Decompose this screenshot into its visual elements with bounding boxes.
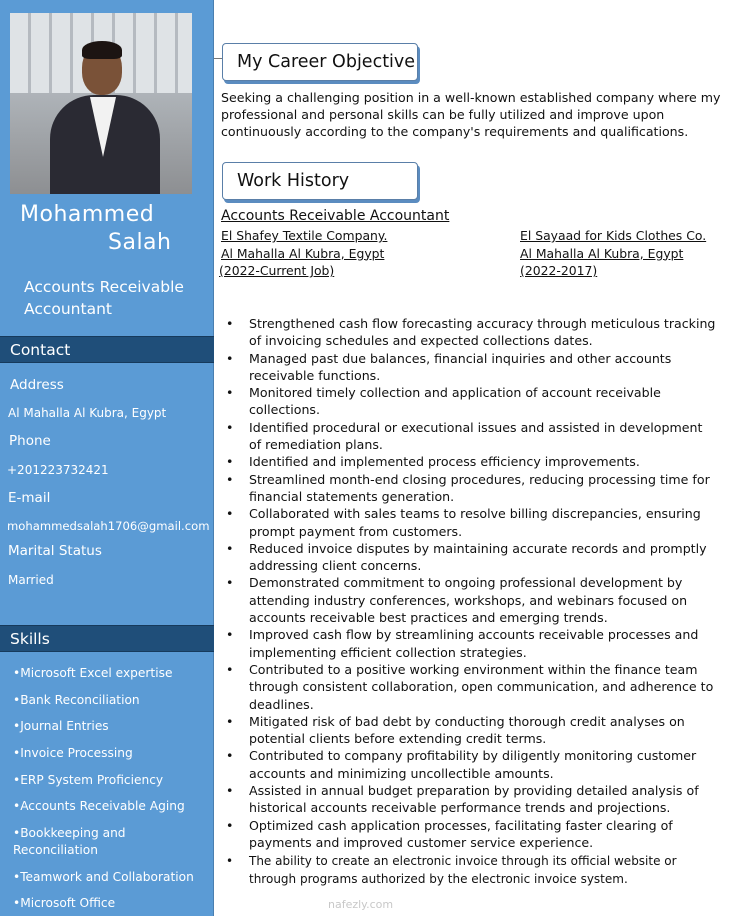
skill-item: •Microsoft Excel expertise bbox=[13, 666, 173, 680]
contact-heading: Contact bbox=[0, 336, 214, 363]
address-label: Address bbox=[10, 377, 64, 393]
profile-photo bbox=[10, 13, 192, 194]
name-last: Salah bbox=[108, 230, 172, 255]
skill-item: •ERP System Proficiency bbox=[13, 773, 164, 787]
employer-company: El Sayaad for Kids Clothes Co. bbox=[520, 228, 707, 243]
employer-location: Al Mahalla Al Kubra, Egypt bbox=[520, 245, 684, 261]
sidebar bbox=[0, 0, 214, 916]
list-item: • Streamlined month-end closing procedures, reducing processing time for financial statements generation. bbox=[226, 471, 718, 506]
skill-item: •Bookkeeping and Reconciliation bbox=[13, 826, 126, 857]
list-item: • Improved cash flow by streamlining accounts receivable processes and implementing efficient collection strategies. bbox=[226, 626, 718, 661]
employer-location: Al Mahalla Al Kubra, Egypt bbox=[221, 245, 385, 261]
career-objective-heading: My Career Objective bbox=[222, 43, 418, 81]
list-item: • Identified and implemented process efficiency improvements. bbox=[226, 453, 718, 470]
skill-item: •Journal Entries bbox=[13, 719, 109, 733]
list-item: • Reduced invoice disputes by maintaining accurate records and promptly addressing client concerns. bbox=[226, 540, 718, 575]
employer-period: (2022-Current Job) bbox=[219, 263, 335, 278]
name-first: Mohammed bbox=[20, 202, 155, 227]
list-item: • Mitigated risk of bad debt by conducting thorough credit analyses on potential clients before extending credit terms. bbox=[226, 713, 718, 748]
marital-status-label: Marital Status bbox=[8, 543, 102, 559]
skill-item: •Invoice Processing bbox=[13, 746, 133, 760]
skill-item: •Teamwork and Collaboration bbox=[13, 870, 194, 884]
skill-item: •Bank Reconciliation bbox=[13, 693, 140, 707]
employer-1 bbox=[221, 227, 387, 280]
list-item: • Contributed to company profitability by diligently monitoring customer accounts and minimizing uncollectible amounts. bbox=[226, 747, 718, 782]
list-item: • Optimized cash application processes, facilitating faster clearing of payments and improved customer service experience. bbox=[226, 817, 718, 852]
list-item: • Monitored timely collection and application of account receivable collections. bbox=[226, 384, 718, 419]
work-history-heading: Work History bbox=[222, 162, 418, 200]
skill-item: •Microsoft Office bbox=[13, 896, 116, 910]
career-objective-text: Seeking a challenging position in a well-known established company where my professional and personal skills can be fully utilized and improve upon continuously according to the company's requirements and qualifications. bbox=[221, 90, 721, 139]
list-item: • Assisted in annual budget preparation by providing detailed analysis of historical accounts receivable performance trends and projections. bbox=[226, 782, 718, 817]
list-item: • Demonstrated commitment to ongoing professional development by attending industry conferences, workshops, and webinars focused on accounts receivable best practices and emerging trends. bbox=[226, 574, 718, 626]
marital-status-value: Married bbox=[8, 573, 54, 587]
list-item: • Contributed to a positive working environment within the finance team through consistent collaboration, open communication, and adherence to deadlines. bbox=[226, 661, 718, 713]
list-item: • Collaborated with sales teams to resolve billing discrepancies, ensuring prompt payment from customers. bbox=[226, 505, 718, 540]
employer-period: (2022-2017) bbox=[520, 263, 598, 278]
address-value: Al Mahalla Al Kubra, Egypt bbox=[8, 406, 167, 420]
employer-company: El Shafey Textile Company. bbox=[221, 228, 388, 243]
email-value[interactable]: mohammedsalah1706@gmail.com bbox=[7, 519, 210, 533]
list-item: • Managed past due balances, financial inquiries and other accounts receivable functions. bbox=[226, 350, 718, 385]
divider bbox=[214, 58, 222, 59]
list-item: • Identified procedural or executional issues and assisted in development of remediation plans. bbox=[226, 419, 718, 454]
employer-2 bbox=[520, 227, 706, 280]
watermark: nafezly.com bbox=[328, 898, 394, 911]
phone-value: +201223732421 bbox=[7, 463, 109, 477]
position-title: Accounts Receivable Accountant bbox=[221, 208, 450, 224]
skill-item: •Accounts Receivable Aging bbox=[13, 799, 185, 813]
list-item: • Strengthened cash flow forecasting accuracy through meticulous tracking of invoicing schedules and expected collections dates. bbox=[226, 315, 718, 350]
email-label: E-mail bbox=[8, 490, 51, 506]
responsibilities-list bbox=[226, 315, 718, 888]
job-title: Accounts Receivable Accountant bbox=[24, 278, 184, 318]
list-item: • The ability to create an electronic invoice through its official website or through programs authorized by the electronic invoice system. bbox=[226, 853, 718, 888]
skills-heading: Skills bbox=[0, 625, 214, 652]
phone-label: Phone bbox=[9, 433, 51, 449]
